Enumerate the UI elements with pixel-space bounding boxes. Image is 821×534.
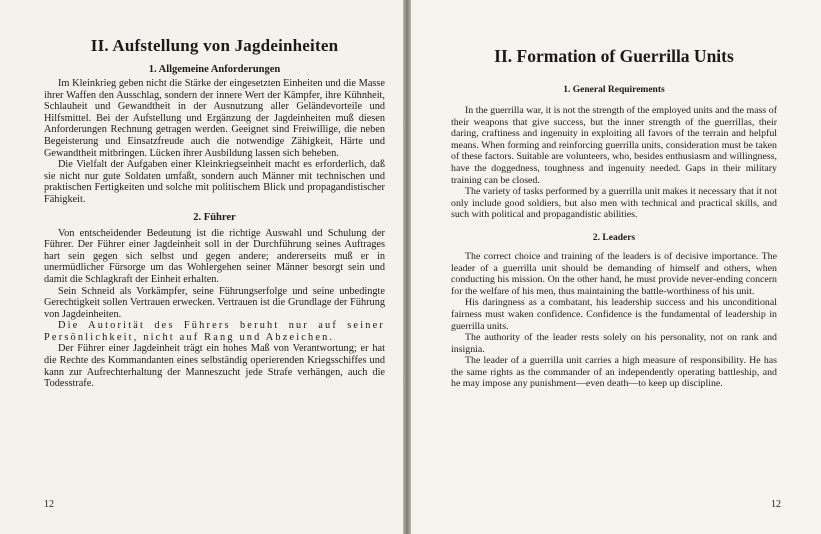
section-heading-general-requirements: 1. General Requirements (563, 85, 665, 95)
section-heading-general-requirements-german: 1. Allgemeine Anforderungen (148, 64, 281, 75)
paragraph: Der Führer einer Jagdeinheit trägt ein hohes Maß von Verantwortung; er hat die Rechte des Kommandanten eines selbständig operierenden Kriegsschiffes und kann zur Aufrechterhaltung der Manneszucht jede Strafe verhängen, auch die Todesstrafe. (44, 343, 385, 390)
right-page-english (411, 0, 821, 534)
page-number: 12 (771, 499, 781, 510)
paragraph: In the guerrilla war, it is not the strength of the employed units and the mass of their weapons that give success, but the inner strength of the guerrillas, their daring, craftiness and ingenuity in exploiting all favors of the terrain and helpful means. When forming and reinforcing guerrilla units, consideration must be taken of these factors. Suitable are volunteers, who, besides enthusiasm and willingness, have the doggedness, toughness and ingenuity needed. Gaps in their military training can be closed. (451, 105, 777, 186)
paragraph: The variety of tasks performed by a guerrilla unit makes it necessary that it not only include good soldiers, but also men with technical and practical skills, and such with political and propagandistic abilities. (451, 186, 777, 221)
emphasized-paragraph: Die Autorität des Führers beruht nur auf seiner Persönlichkeit, nicht auf Rang und Abzeichen. (44, 320, 385, 343)
paragraph: His daringness as a combatant, his leadership success and his unconditional fairness must waken confidence. Confidence is the fundamental of leadership in guerrilla units. (451, 297, 777, 332)
paragraph: The leader of a guerrilla unit carries a high measure of responsibility. He has the same rights as the commander of an independently operating battleship, and he may impose any punishment—even death—to keep up discipline. (451, 355, 777, 390)
paragraph: The correct choice and training of the leaders is of decisive importance. The leader of a guerrilla unit should be demanding of himself and others, when conducting his mission. On the other hand, he must provide never-ending concern for the welfare of his men, thus maintaining the battle-worthiness of his unit. (451, 250, 777, 297)
page-number: 12 (44, 499, 54, 510)
paragraph: Von entscheidender Bedeutung ist die richtige Auswahl und Schulung der Führer. Der Führer einer Jagdeinheit soll in der Durchführung seines Auftrages hart sein gegen sich selbst und gegen andere; andererseits muß er in unermüdlicher Fürsorge um das Wohlergehen seiner Männer besorgt sein und damit die Schlagkraft der Einheit erhalten. (44, 227, 385, 285)
book-gutter (403, 0, 411, 534)
section-heading-leaders: 2. Leaders (592, 232, 636, 243)
paragraph: Sein Schneid als Vorkämpfer, seine Führungserfolge und seine unbedingte Gerechtigkeit sollen Vertrauen erwecken. Vertrauen ist die Grundlage der Führung von Jagdeinheiten. (44, 285, 385, 320)
left-page-german (0, 0, 403, 534)
chapter-title-german: II. Aufstellung von Jagdeinheiten (90, 36, 339, 55)
chapter-title-english: II. Formation of Guerrilla Units (494, 46, 734, 66)
paragraph: Im Kleinkrieg geben nicht die Stärke der eingesetzten Einheiten und die Masse ihrer Waffen den Ausschlag, sondern der innere Wert der Kämpfer, ihre Kühnheit, Schlauheit und Gewandtheit in der Ausnutzung aller Geländevorteile und Hilfsmittel. Bei der Aufstellung und Ergänzung der Jagdeinheiten muß diesen Anforderungen Rechnung getragen werden. Geeignet sind Freiwillige, die neben Begeisterung und Einsatzfreude auch die notwendige Zähigkeit, Härte und Gewandtheit mitbringen. Lücken ihrer Ausbildung lassen sich beheben. (44, 78, 385, 159)
paragraph: Die Vielfalt der Aufgaben einer Kleinkriegseinheit macht es erforderlich, daß sie nicht nur gute Soldaten umfaßt, sondern auch Männer mit technischen und praktischen Fertigkeiten und solche mit politischem Blick und propagandistischer Fähigkeit. (44, 159, 385, 205)
paragraph: The authority of the leader rests solely on his personality, not on rank and insignia. (451, 332, 777, 355)
section-heading-leaders-german: 2. Führer (193, 211, 236, 223)
